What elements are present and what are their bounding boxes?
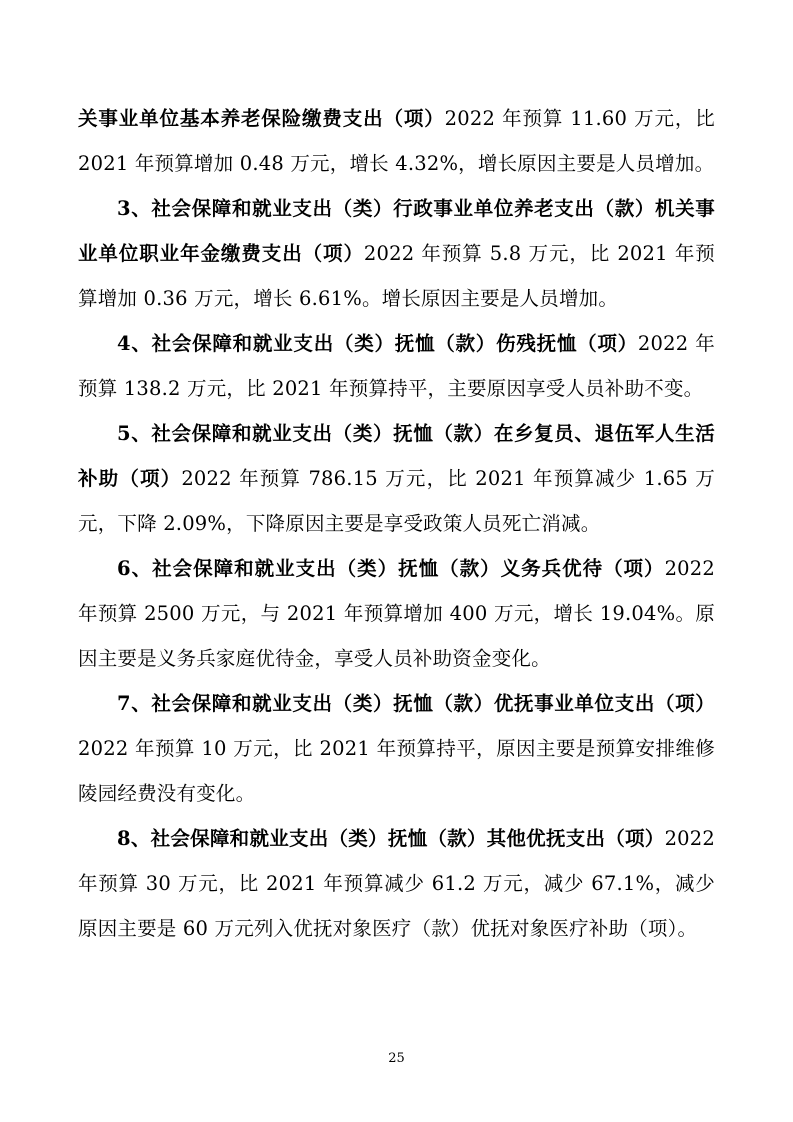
text-run-bold-0: 6、社会保障和就业支出（类）抚恤（款）义务兵优待（项） [117,557,665,580]
text-run-bold-0: 5、社会保障和就业支出（类）抚恤（款）在乡复员、退伍军人生活补助（项） [78,422,715,490]
document-body [78,96,715,951]
text-run-bold-0: 7、社会保障和就业支出（类）抚恤（款）优抚事业单位支出（项） [117,692,715,715]
para-item-4 [78,321,715,411]
para-item-7 [78,681,715,816]
text-run-1: 2022 年预算 138.2 万元，比 2021 年预算持平，主要原因享受人员补助不变。 [78,332,715,400]
para-item-6 [78,546,715,681]
text-run-bold-0: 3、社会保障和就业支出（类）行政事业单位养老支出（款）机关事业单位职业年金缴费支出（项） [78,197,715,265]
text-run-1: 2022 年预算 10 万元，比 2021 年预算持平，原因主要是预算安排维修陵园经费没有变化。 [78,737,715,805]
text-run-bold-0: 关事业单位基本养老保险缴费支出（项） [78,107,445,130]
text-run-1: 2022 年预算 5.8 万元，比 2021 年预算增加 0.36 万元，增长 6.61%。增长原因主要是人员增加。 [78,242,715,310]
page-number: 25 [388,1051,405,1066]
text-run-1: 2022 年预算 30 万元，比 2021 年预算减少 61.2 万元，减少 67.1%，减少原因主要是 60 万元列入优抚对象医疗（款）优抚对象医疗补助（项）。 [78,827,715,940]
text-run-bold-0: 4、社会保障和就业支出（类）抚恤（款）伤残抚恤（项） [117,332,638,355]
para-item-3 [78,186,715,321]
text-run-1: 2022 年预算 786.15 万元，比 2021 年预算减少 1.65 万元，下降 2.09%，下降原因主要是享受政策人员死亡消减。 [78,467,715,535]
para-item-5 [78,411,715,546]
text-run-1: 2022 年预算 11.60 万元，比 2021 年预算增加 0.48 万元，增长 4.32%，增长原因主要是人员增加。 [78,107,715,175]
text-run-1: 2022 年预算 2500 万元，与 2021 年预算增加 400 万元，增长 19.04%。原因主要是义务兵家庭优待金，享受人员补助资金变化。 [78,557,715,670]
text-run-bold-0: 8、社会保障和就业支出（类）抚恤（款）其他优抚支出（项） [117,827,665,850]
para-item-8 [78,816,715,951]
para-continued-2 [78,96,715,186]
